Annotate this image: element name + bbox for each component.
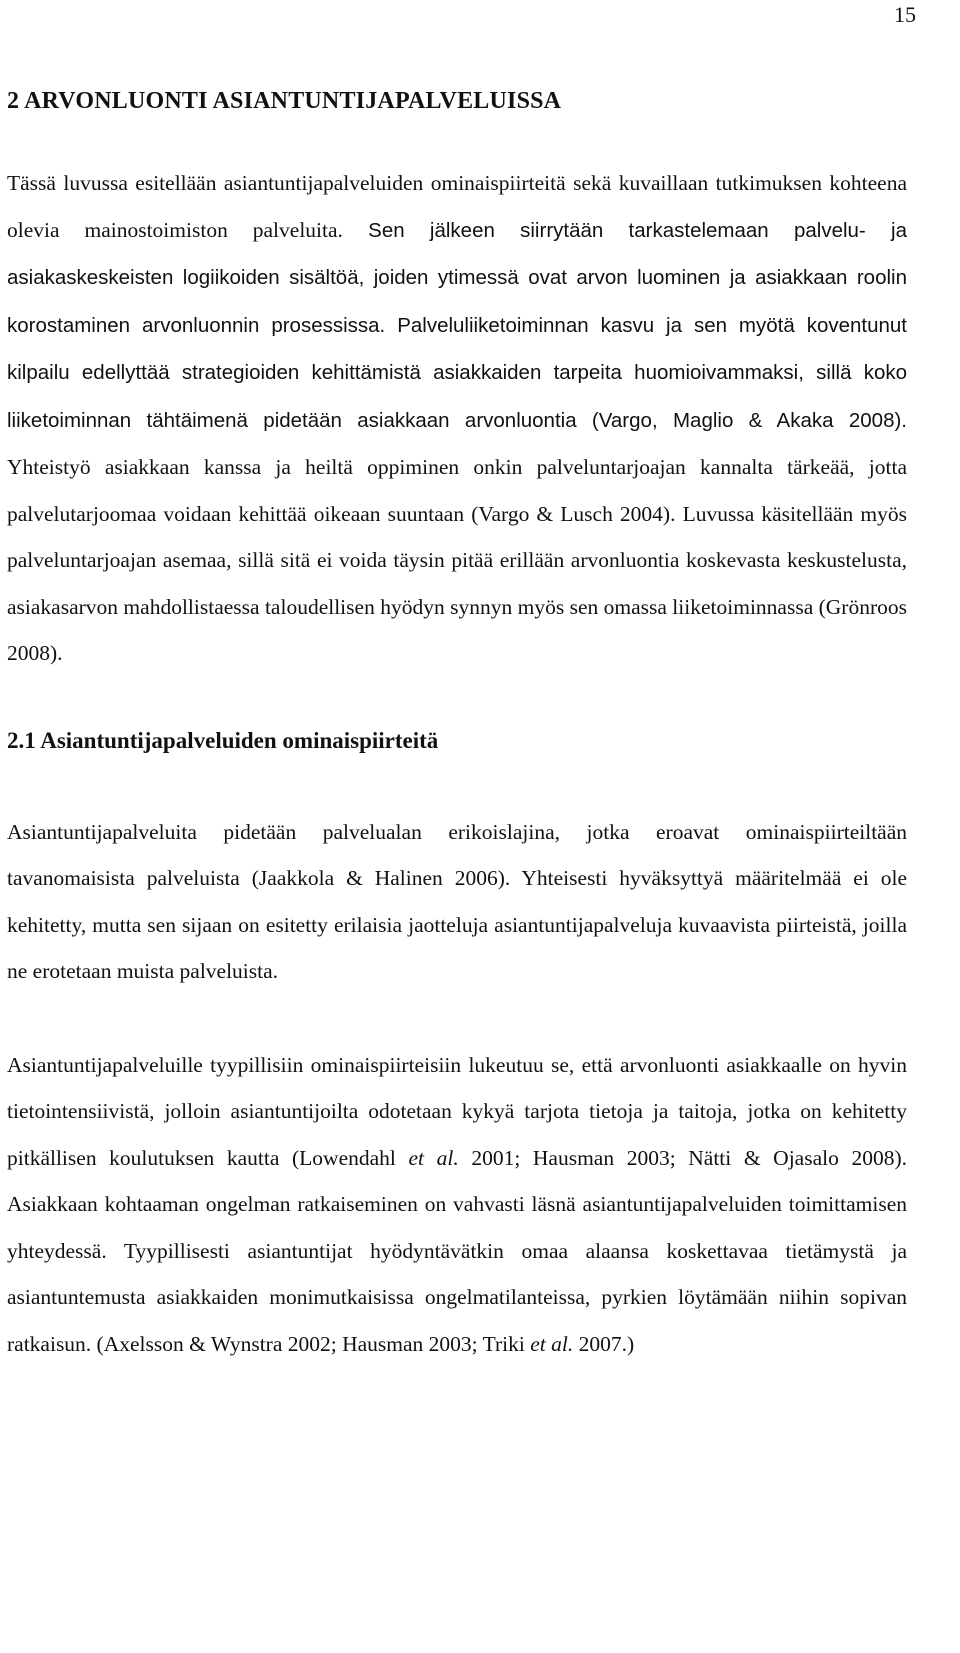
body-paragraph-2 (7, 1042, 907, 1368)
section-heading: 2.1 Asiantuntijapalveluiden ominaispiirteitä (7, 727, 439, 753)
chapter-heading: 2 ARVONLUONTI ASIANTUNTIJAPALVELUISSA (7, 88, 562, 114)
intro-text-middle: Sen jälkeen siirrytään tarkastelemaan palvelu- ja asiakaskeskeisten logiikoiden sisältöä, joiden ytimessä ovat arvon luominen ja asiakkaan roolin korostaminen arvonluonnin prosessissa. Palveluliiketoiminnan kasvu ja sen myötä koventunut kilpailu edellyttää strategioiden kehittämistä asiakkaiden tarpeita huomioivammaksi, sillä koko liiketoiminnan tähtäimenä pidetään asiakkaan arvonluontia (Vargo, Maglio & Akaka 2008). (7, 218, 907, 432)
et-al-1: et al. (408, 1145, 459, 1170)
intro-text-start: Tässä luvussa esitellään asiantuntijapalveluiden ominaispiirteitä sekä kuvaillaan tutkimuksen kohteena olevia mainostoimiston palveluita. (7, 171, 907, 242)
et-al-2: et al. (530, 1331, 574, 1356)
document-body (7, 82, 907, 1367)
body-paragraph-1: Asiantuntijapalveluita pidetään palvelualan erikoislajina, jotka eroavat ominaispiirteiltään tavanomaisista palveluista (Jaakkola & Halinen 2006). Yhteisesti hyväksyttyä määritelmää ei ole kehitetty, mutta sen sijaan on esitetty erilaisia jaotteluja asiantuntijapalveluja kuvaavista piirteistä, joilla ne erotetaan muista palveluista. (7, 819, 907, 983)
intro-paragraph (7, 160, 907, 677)
paragraph-2-text-1: Asiantuntijapalveluille tyypillisiin ominaispiirteisiin lukeutuu se, että arvonluonti asiakkaalle on hyvin tietointensiivistä, jolloin asiantuntijoilta odotetaan kykyä tarjota tietoja ja taitoja, jotka on kehitetty pitkällisen koulutuksen kautta (Lowendahl (7, 1052, 907, 1170)
paragraph-2-text-2: 2001; Hausman 2003; Nätti & Ojasalo 2008). Asiakkaan kohtaaman ongelman ratkaiseminen on vahvasti läsnä asiantuntijapalveluiden toimittamisen yhteydessä. Tyypillisesti asiantuntijat hyödyntävätkin omaa alaansa koskettavaa tietämystä ja asiantuntemusta asiakkaiden monimutkaisissa ongelmatilanteissa, pyrkien löytämään niihin sopivan ratkaisun. (Axelsson & Wynstra 2002; Hausman 2003; Triki (7, 1145, 907, 1356)
page-number: 15 (894, 2, 916, 27)
paragraph-2-text-3: 2007.) (573, 1331, 635, 1356)
intro-text-end: Yhteistyö asiakkaan kanssa ja heiltä oppiminen onkin palveluntarjoajan kannalta tärkeää, jotta palvelutarjoomaa voidaan kehittää oikeaan suuntaan (Vargo & Lusch 2004). Luvussa käsitellään myös palveluntarjoajan asemaa, sillä sitä ei voida täysin pitää erillään arvonluontia koskevasta keskustelusta, asiakasarvon mahdollistaessa taloudellisen hyödyn synnyn myös sen omassa liiketoiminnassa (Grönroos 2008). (7, 455, 907, 665)
